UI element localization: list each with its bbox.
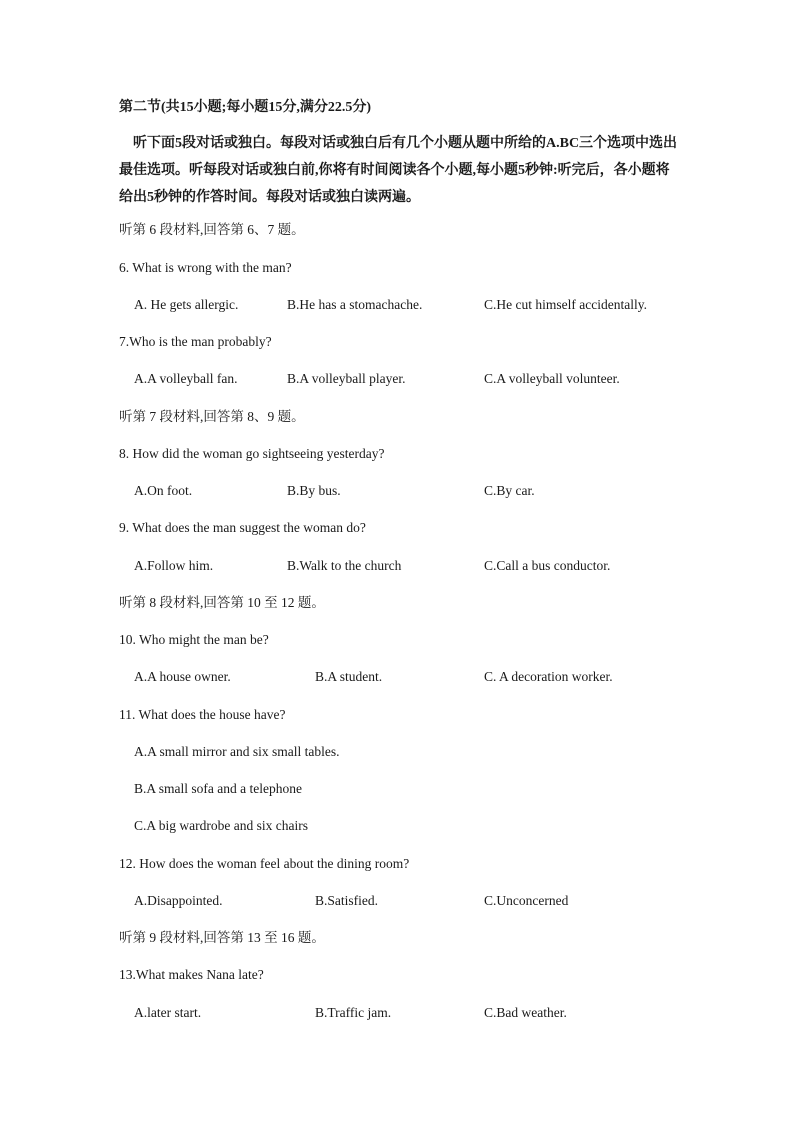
passage-label: 听第 9 段材料,回答第 13 至 16 题。 (119, 930, 325, 945)
option-a: A.Follow him. (134, 558, 214, 573)
option-c: C.Unconcerned (484, 893, 569, 908)
question-6: 6. What is wrong with the man? (119, 260, 292, 275)
option-a: A.Disappointed. (134, 893, 223, 908)
section-heading: 第二节(共15小题;每小题15分,满分22.5分) (119, 100, 371, 115)
option-a: A.A house owner. (134, 669, 231, 684)
instructions: 听下面5段对话或独白。每段对话或独白后有几个小题从题中所给的A.BC三个选项中选出最佳选项。听每段对话或独白前,你将有时间阅读各个小题,每小题5秒钟:听完后，各小题将给出5秒钟的作答时间。每段对话或独白读两遍。 (119, 136, 678, 205)
option-a: A.A volleyball fan. (134, 371, 238, 386)
question-11: 11. What does the house have? (119, 707, 286, 722)
option-c: C. A decoration worker. (484, 669, 613, 684)
option-c: C.By car. (484, 483, 535, 498)
question-8: 8. How did the woman go sightseeing yesterday? (119, 446, 385, 461)
question-13: 13.What makes Nana late? (119, 967, 264, 982)
option-b: B.He has a stomachache. (287, 297, 423, 312)
option-b: B.Satisfied. (315, 893, 378, 908)
option-a: A.A small mirror and six small tables. (134, 744, 340, 759)
option-b: B.A small sofa and a telephone (134, 781, 302, 796)
option-c: C.A volleyball volunteer. (484, 371, 620, 386)
option-b: B.Walk to the church (287, 558, 402, 573)
question-7: 7.Who is the man probably? (119, 334, 272, 349)
passage-label: 听第 7 段材料,回答第 8、9 题。 (119, 409, 305, 424)
option-b: B.A student. (315, 669, 383, 684)
option-c: C.Bad weather. (484, 1005, 567, 1020)
question-9: 9. What does the man suggest the woman do? (119, 520, 366, 535)
option-c: C.A big wardrobe and six chairs (134, 818, 308, 833)
passage-label: 听第 8 段材料,回答第 10 至 12 题。 (119, 595, 325, 610)
option-b: B.Traffic jam. (315, 1005, 392, 1020)
option-a: A. He gets allergic. (134, 297, 239, 312)
option-a: A.On foot. (134, 483, 193, 498)
option-c: C.He cut himself accidentally. (484, 297, 647, 312)
option-a: A.later start. (134, 1005, 202, 1020)
question-10: 10. Who might the man be? (119, 632, 269, 647)
question-12: 12. How does the woman feel about the dining room? (119, 856, 410, 871)
option-b: B.A volleyball player. (287, 371, 406, 386)
option-b: B.By bus. (287, 483, 341, 498)
option-c: C.Call a bus conductor. (484, 558, 611, 573)
passage-label: 听第 6 段材料,回答第 6、7 题。 (119, 222, 305, 237)
